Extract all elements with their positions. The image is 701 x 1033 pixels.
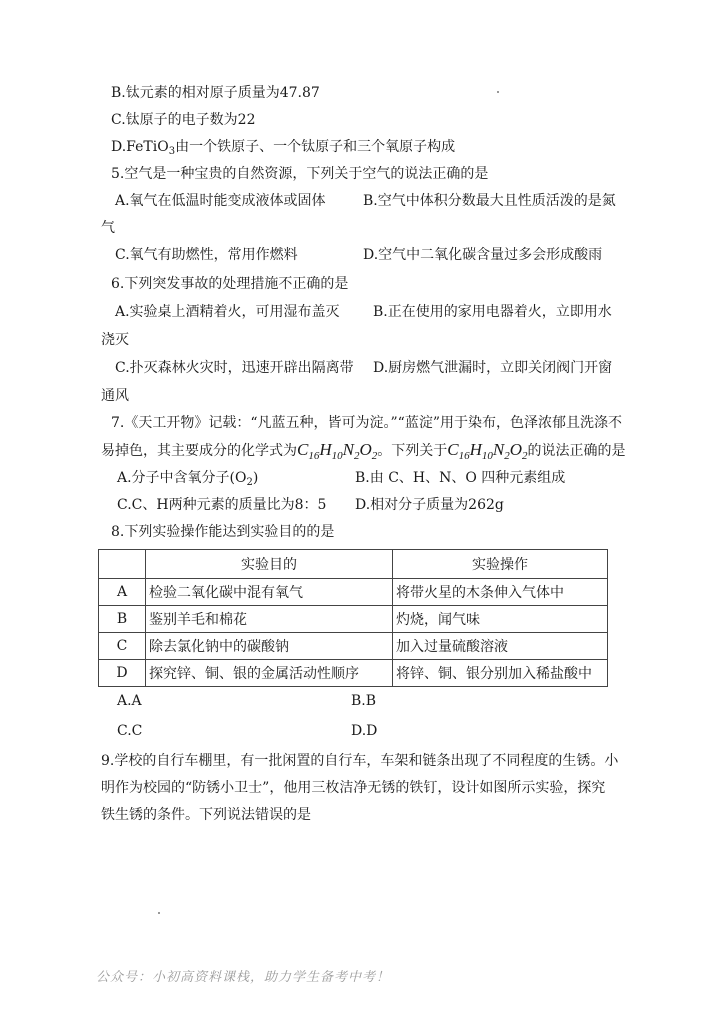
table-cell: D bbox=[99, 660, 146, 687]
formula-o: O bbox=[509, 440, 522, 459]
table-row bbox=[99, 606, 608, 633]
formula-h: H bbox=[319, 440, 332, 459]
table-cell: 除去氯化钠中的碳酸钠 bbox=[146, 633, 393, 660]
formula-o: O bbox=[359, 440, 372, 459]
q7-option-c: C.C、H两种元素的质量比为8：5 bbox=[117, 497, 327, 513]
table-cell: 灼烧，闻气味 bbox=[393, 606, 608, 633]
q5-option-d: D.空气中二氧化碳含量过多会形成酸雨 bbox=[363, 247, 603, 263]
table-header-cell: 实验目的 bbox=[146, 550, 393, 579]
q7-option-a-prefix: A.分子中含氧分子(O bbox=[117, 470, 247, 486]
q5-option-c: C.氧气有助燃性，常用作燃料 bbox=[115, 247, 298, 263]
q8-table bbox=[98, 549, 608, 687]
q7-option-a-suffix: ) bbox=[252, 470, 259, 486]
q6-option-b: B.正在使用的家用电器着火，立即用水 bbox=[373, 304, 612, 320]
formula-o-n: 2 bbox=[371, 450, 378, 462]
q6-stem: 6.下列突发事故的处理措施不正确的是 bbox=[111, 276, 349, 292]
q7-option-a-sub: 2 bbox=[246, 477, 253, 488]
q6-option-d: D.厨房燃气泄漏时，立即关闭阀门开窗 bbox=[373, 360, 613, 376]
speck-mark bbox=[158, 912, 160, 914]
table-cell: C bbox=[99, 633, 146, 660]
formula-c: C bbox=[447, 440, 459, 459]
q4-option-d-sub: 3 bbox=[168, 146, 176, 157]
table-cell: 鉴别羊毛和棉花 bbox=[146, 606, 393, 633]
formula-h-n: 10 bbox=[481, 450, 493, 462]
table-header-cell: 实验操作 bbox=[393, 550, 608, 579]
q8-option-d: D.D bbox=[351, 723, 378, 739]
q8-option-a: A.A bbox=[117, 693, 142, 709]
q6-option-c: C.扑灭森林火灾时，迅速开辟出隔离带 bbox=[115, 360, 354, 376]
q6-option-d-cont: 通风 bbox=[101, 388, 129, 404]
q6-option-a: A.实验桌上酒精着火，可用湿布盖灭 bbox=[115, 304, 340, 320]
table-header-row bbox=[99, 550, 608, 579]
q7-stem-line1: 7.《天工开物》记载：“凡蓝五种，皆可为淀。”“蓝淀”用于染布，色泽浓郁且洗涤不 bbox=[111, 415, 622, 431]
q5-option-b-cont: 气 bbox=[101, 220, 115, 236]
table-cell: 将带火星的木条伸入气体中 bbox=[393, 579, 608, 606]
q6-option-b-cont: 浇灭 bbox=[101, 332, 129, 348]
q7-option-b: B.由 C、H、N、O 四种元素组成 bbox=[355, 470, 566, 486]
q7-stem-line2 bbox=[101, 440, 626, 466]
speck-mark bbox=[497, 91, 499, 93]
q9-line1: 9.学校的自行车棚里，有一批闲置的自行车，车架和链条出现了不同程度的生锈。小 bbox=[101, 753, 619, 769]
table-header-cell bbox=[99, 550, 146, 579]
table-cell: 检验二氧化碳中混有氧气 bbox=[146, 579, 393, 606]
q7-formula-2 bbox=[447, 440, 528, 462]
q9-line2: 明作为校园的“防锈小卫士”，他用三枚洁净无锈的铁钉，设计如图所示实验，探究 bbox=[101, 780, 606, 796]
q8-stem: 8.下列实验操作能达到实验目的的是 bbox=[111, 524, 335, 540]
formula-c: C bbox=[297, 440, 309, 459]
q7-stem-line2-c: 的说法正确的是 bbox=[527, 443, 626, 459]
formula-h: H bbox=[469, 440, 482, 459]
q8-option-b: B.B bbox=[351, 693, 377, 709]
q4-option-c: C.钛原子的电子数为22 bbox=[111, 112, 256, 128]
q4-option-d bbox=[111, 137, 455, 162]
table-row bbox=[99, 633, 608, 660]
q7-option-d: D.相对分子质量为262g bbox=[355, 497, 504, 513]
table-cell: B bbox=[99, 606, 146, 633]
q5-option-a: A.氧气在低温时能变成液体或固体 bbox=[115, 193, 326, 209]
q7-formula-1 bbox=[297, 440, 378, 462]
formula-o-n: 2 bbox=[522, 450, 528, 462]
formula-c-n: 16 bbox=[308, 450, 320, 462]
table-cell: 加入过量硫酸溶液 bbox=[393, 633, 608, 660]
formula-n-n: 2 bbox=[504, 450, 510, 462]
formula-c-n: 16 bbox=[458, 450, 470, 462]
table-row bbox=[99, 660, 608, 687]
table-row bbox=[99, 579, 608, 606]
q7-option-a bbox=[117, 468, 258, 493]
q5-stem: 5.空气是一种宝贵的自然资源，下列关于空气的说法正确的是 bbox=[111, 166, 489, 182]
formula-n-n: 2 bbox=[353, 450, 360, 462]
table-cell: 探究锌、铜、银的金属活动性顺序 bbox=[146, 660, 393, 687]
q8-option-c: C.C bbox=[117, 723, 143, 739]
q4-option-d-prefix: D.FeTiO bbox=[111, 139, 169, 155]
table-cell: 将锌、铜、银分别加入稀盐酸中 bbox=[393, 660, 608, 687]
q5-option-b: B.空气中体积分数最大且性质活泼的是氮 bbox=[363, 193, 616, 209]
q4-option-b: B.钛元素的相对原子质量为47.87 bbox=[111, 85, 320, 101]
q9-line3: 铁生锈的条件。下列说法错误的是 bbox=[101, 807, 311, 823]
table-cell: A bbox=[99, 579, 146, 606]
formula-h-n: 10 bbox=[331, 450, 343, 462]
q7-stem-line2-b: 。下列关于 bbox=[377, 443, 448, 459]
formula-n: N bbox=[492, 440, 505, 459]
formula-n: N bbox=[342, 440, 354, 459]
q7-stem-line2-a: 易掉色，其主要成分的化学式为 bbox=[101, 443, 297, 459]
footer-watermark: 公众号：小初高资料课栈，助力学生备考中考！ bbox=[96, 970, 391, 985]
q4-option-d-suffix: 由一个铁原子、一个钛原子和三个氧原子构成 bbox=[175, 139, 456, 155]
